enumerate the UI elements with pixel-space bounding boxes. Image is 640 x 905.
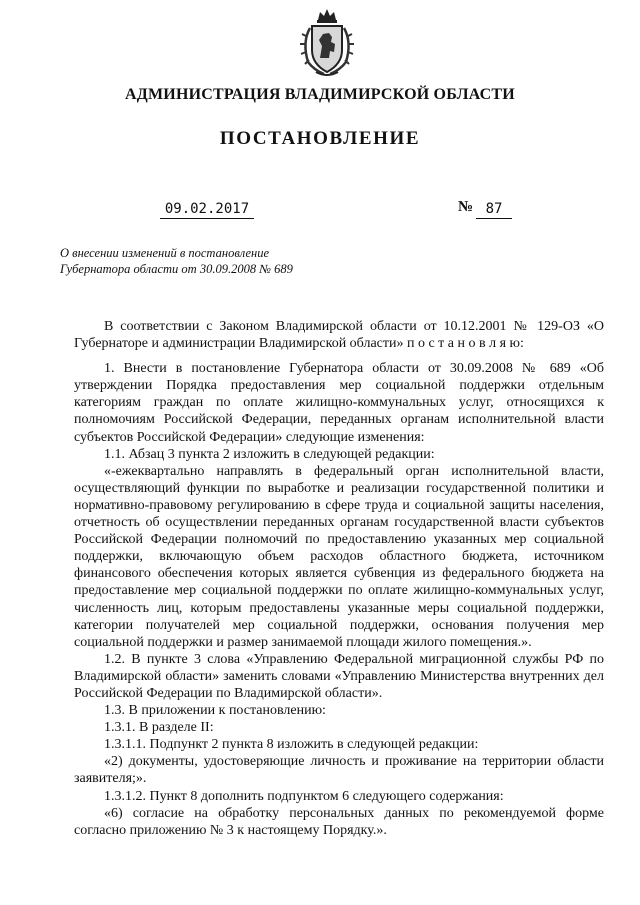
document-number-label: № [458,199,474,215]
body-paragraph: «2) документы, удостоверяющие личность и проживание на территории области заявителя;». [74,754,604,787]
subject-line-2: Губернатора области от 30.09.2008 № 689 [60,262,293,276]
coat-of-arms-emblem [296,6,358,78]
document-body [74,318,604,839]
body-paragraph: 1.3.1.1. Подпункт 2 пункта 8 изложить в следующей редакции: [104,737,479,753]
body-paragraph: «-ежеквартально направлять в федеральный орган исполнительной власти, осуществляющий функции по выработке и реализации государственной политики и нормативно-правовому регулированию в сфере труда и социальной защиты населения, отчетность об осуществлении переданных органам государственной власти субъектов Российской Федерации полномочий по предоставлению указанных мер социальной поддержки, включающую объем расходов областного бюджета, источником финансового обеспечения которых является субвенция из федерального бюджета на предоставление мер социальной поддержки по оплате жилищно-коммунальных услуг, численность лиц, которым предоставлены указанные меры социальной поддержки, категории получателей мер социальной поддержки, основания получения мер социальной поддержки и размер занимаемой площади жилого помещения.». [74,463,604,650]
document-type-title: ПОСТАНОВЛЕНИЕ [219,128,421,149]
organization-name: АДМИНИСТРАЦИЯ ВЛАДИМИРСКОЙ ОБЛАСТИ [125,86,515,103]
body-paragraph: 1.2. В пункте 3 слова «Управлению Федеральной миграционной службы РФ по Владимирской области» заменить словами «Управлению Министерства внутренних дел Российской Федерации по Владимирской области». [74,651,604,701]
body-paragraph: 1.3.1.2. Пункт 8 дополнить подпунктом 6 следующего содержания: [104,788,504,804]
body-paragraph: 1.1. Абзац 3 пункта 2 изложить в следующей редакции: [104,446,435,462]
coat-of-arms-icon [296,6,358,78]
document-number: 87 [476,200,512,219]
subject-line-1: О внесении изменений в постановление [60,246,270,260]
document-date: 09.02.2017 [160,200,254,219]
body-paragraph: 1.3. В приложении к постановлению: [104,703,326,719]
body-paragraph: В соответствии с Законом Владимирской области от 10.12.2001 № 129-ОЗ «О Губернаторе и администрации Владимирской области» п о с т а н о в л я ю: [74,319,604,352]
body-paragraph: 1.3.1. В разделе II: [104,720,214,736]
body-paragraph: «6) согласие на обработку персональных данных по рекомендуемой форме согласно приложению № 3 к настоящему Порядку.». [74,805,604,838]
body-paragraph: 1. Внести в постановление Губернатора области от 30.09.2008 № 689 «Об утверждении Порядка предоставления мер социальной поддержки отдельным категориям граждан по оплате жилищно-коммунальных услуг, относящихся к полномочиям Российской Федерации, переданных органам исполнительной власти субъектов Российской Федерации» следующие изменения: [74,361,604,445]
document-subject [60,245,390,277]
